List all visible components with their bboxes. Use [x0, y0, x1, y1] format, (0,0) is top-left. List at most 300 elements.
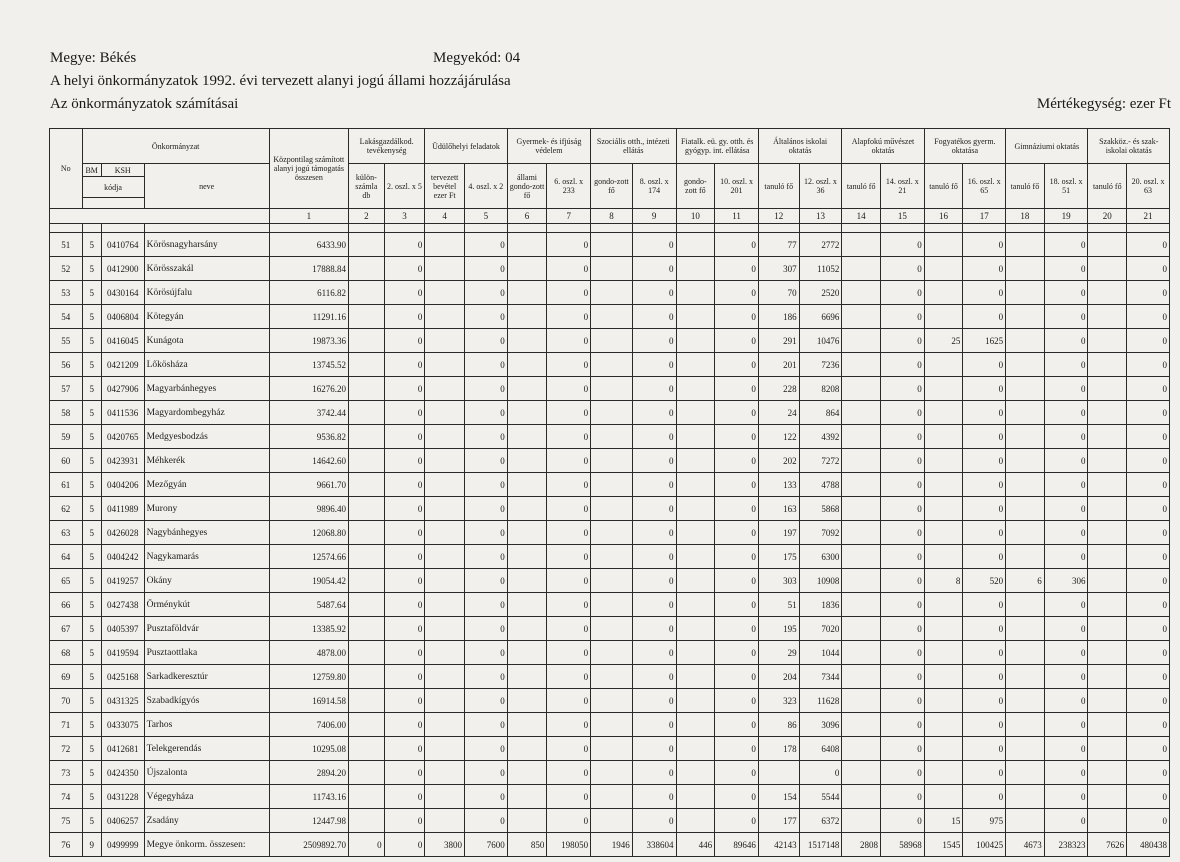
- value-cell: 0: [384, 473, 425, 497]
- value-cell: [507, 665, 547, 689]
- unit-label: Mértékegység: ezer Ft: [1036, 96, 1171, 112]
- municipality-name: Mezőgyán: [144, 473, 269, 497]
- bm-code: 5: [82, 617, 101, 641]
- bm-code: 9: [82, 833, 101, 857]
- value-cell: 7020: [799, 617, 842, 641]
- value-cell: 0: [880, 569, 924, 593]
- value-cell: [507, 617, 547, 641]
- ksh-code: 0420765: [101, 425, 144, 449]
- ksh-code: 0412900: [101, 257, 144, 281]
- sub-header: 16. oszl. x 65: [963, 164, 1006, 209]
- value-cell: 0: [384, 401, 425, 425]
- value-cell: 9661.70: [269, 473, 348, 497]
- value-cell: 19054.42: [269, 569, 348, 593]
- sub-header: tanuló fő: [924, 164, 963, 209]
- value-cell: 0: [715, 377, 759, 401]
- sub-header: gondo-zott fő: [676, 164, 715, 209]
- value-cell: 0: [384, 305, 425, 329]
- value-cell: [349, 305, 385, 329]
- value-cell: 0: [1127, 665, 1170, 689]
- ksh-code: 0404242: [101, 545, 144, 569]
- value-cell: [1088, 329, 1127, 353]
- value-cell: [591, 713, 633, 737]
- spacer-cell: [82, 224, 101, 233]
- value-cell: [349, 497, 385, 521]
- value-cell: 0: [963, 641, 1006, 665]
- value-cell: [1088, 809, 1127, 833]
- value-cell: 0: [715, 545, 759, 569]
- value-cell: 0: [963, 401, 1006, 425]
- value-cell: [1088, 569, 1127, 593]
- value-cell: [591, 401, 633, 425]
- value-cell: [1006, 377, 1045, 401]
- value-cell: 0: [963, 521, 1006, 545]
- value-cell: [591, 521, 633, 545]
- value-cell: 0: [715, 593, 759, 617]
- value-cell: [842, 257, 881, 281]
- value-cell: [507, 377, 547, 401]
- col-header-onkormanyzat: Önkormányzat: [82, 129, 269, 164]
- value-cell: 0: [632, 425, 676, 449]
- group-header-lakas: Lakásgazdálkod. tevékenység: [349, 129, 425, 164]
- value-cell: 0: [880, 329, 924, 353]
- value-cell: [349, 689, 385, 713]
- value-cell: 0: [963, 257, 1006, 281]
- ksh-code: 0416045: [101, 329, 144, 353]
- value-cell: [425, 257, 465, 281]
- value-cell: [591, 425, 633, 449]
- value-cell: 0: [880, 449, 924, 473]
- row-number: 55: [50, 329, 83, 353]
- spacer-cell: [1044, 224, 1088, 233]
- value-cell: 163: [758, 497, 799, 521]
- municipality-name: Zsadány: [144, 809, 269, 833]
- value-cell: 0: [632, 737, 676, 761]
- municipality-name: Pusztaföldvár: [144, 617, 269, 641]
- table-row: [50, 833, 1170, 857]
- value-cell: [1088, 305, 1127, 329]
- value-cell: 0: [1044, 281, 1088, 305]
- group-header-altalanos: Általános iskolai oktatás: [758, 129, 841, 164]
- value-cell: [349, 665, 385, 689]
- ksh-code: 0419594: [101, 641, 144, 665]
- value-cell: 0: [715, 233, 759, 257]
- value-cell: 0: [464, 593, 507, 617]
- row-number: 75: [50, 809, 83, 833]
- value-cell: [507, 713, 547, 737]
- value-cell: [1088, 497, 1127, 521]
- value-cell: [924, 737, 963, 761]
- value-cell: 0: [1044, 449, 1088, 473]
- value-cell: 0: [464, 665, 507, 689]
- value-cell: 0: [963, 713, 1006, 737]
- bm-code: 5: [82, 257, 101, 281]
- value-cell: [591, 761, 633, 785]
- sub-header: 14. oszl. x 21: [880, 164, 924, 209]
- value-cell: 0: [1044, 545, 1088, 569]
- value-cell: 0: [880, 545, 924, 569]
- value-cell: 0: [632, 521, 676, 545]
- value-cell: [1006, 497, 1045, 521]
- value-cell: 0: [384, 593, 425, 617]
- value-cell: 0: [963, 353, 1006, 377]
- bm-code: 5: [82, 497, 101, 521]
- row-number: 66: [50, 593, 83, 617]
- row-number: 54: [50, 305, 83, 329]
- value-cell: 7600: [464, 833, 507, 857]
- value-cell: [676, 281, 715, 305]
- value-cell: 0: [464, 569, 507, 593]
- column-number: 20: [1088, 209, 1127, 224]
- value-cell: [349, 329, 385, 353]
- value-cell: 4392: [799, 425, 842, 449]
- value-cell: [1088, 665, 1127, 689]
- value-cell: [591, 617, 633, 641]
- value-cell: [1006, 809, 1045, 833]
- value-cell: 0: [632, 377, 676, 401]
- table-row: [50, 785, 1170, 809]
- value-cell: [1088, 353, 1127, 377]
- municipality-name: Sarkadkeresztúr: [144, 665, 269, 689]
- value-cell: 0: [464, 305, 507, 329]
- column-number: 17: [963, 209, 1006, 224]
- value-cell: 58968: [880, 833, 924, 857]
- table-row: [50, 425, 1170, 449]
- value-cell: [1088, 713, 1127, 737]
- table-row: [50, 737, 1170, 761]
- spacer-cell: [425, 224, 465, 233]
- value-cell: [1088, 617, 1127, 641]
- value-cell: 0: [715, 257, 759, 281]
- spacer-cell: [507, 224, 547, 233]
- table-row: [50, 713, 1170, 737]
- value-cell: 0: [547, 425, 591, 449]
- value-cell: [349, 473, 385, 497]
- value-cell: 86: [758, 713, 799, 737]
- value-cell: 7626: [1088, 833, 1127, 857]
- value-cell: 0: [384, 329, 425, 353]
- ksh-code: 0406257: [101, 809, 144, 833]
- sub-header: 6. oszl. x 233: [547, 164, 591, 209]
- column-number: 13: [799, 209, 842, 224]
- ksh-code: 0427906: [101, 377, 144, 401]
- value-cell: [924, 377, 963, 401]
- value-cell: 11743.16: [269, 785, 348, 809]
- value-cell: 0: [464, 521, 507, 545]
- municipality-name: Szabadkígyós: [144, 689, 269, 713]
- row-number: 52: [50, 257, 83, 281]
- value-cell: 186: [758, 305, 799, 329]
- value-cell: 0: [384, 569, 425, 593]
- value-cell: [842, 665, 881, 689]
- value-cell: [924, 353, 963, 377]
- value-cell: [676, 809, 715, 833]
- value-cell: [1088, 257, 1127, 281]
- value-cell: [676, 545, 715, 569]
- value-cell: [425, 281, 465, 305]
- value-cell: [507, 569, 547, 593]
- value-cell: 0: [1044, 809, 1088, 833]
- bm-code: 5: [82, 809, 101, 833]
- value-cell: [924, 497, 963, 521]
- table-row: [50, 497, 1170, 521]
- ksh-code: 0405397: [101, 617, 144, 641]
- value-cell: [349, 377, 385, 401]
- value-cell: 0: [464, 281, 507, 305]
- value-cell: 0: [1044, 593, 1088, 617]
- value-cell: [591, 593, 633, 617]
- value-cell: [924, 233, 963, 257]
- value-cell: [1088, 377, 1127, 401]
- value-cell: [842, 761, 881, 785]
- spacer-cell: [963, 224, 1006, 233]
- value-cell: [507, 593, 547, 617]
- col-header-kodja: kódja: [82, 177, 144, 198]
- sub-header: tervezett bevétel ezer Ft: [425, 164, 465, 209]
- value-cell: 133: [758, 473, 799, 497]
- value-cell: [1088, 425, 1127, 449]
- spacer-cell: [1127, 224, 1170, 233]
- value-cell: 0: [715, 761, 759, 785]
- value-cell: [591, 353, 633, 377]
- value-cell: 0: [464, 617, 507, 641]
- value-cell: [924, 641, 963, 665]
- sub-header: tanuló fő: [1088, 164, 1127, 209]
- value-cell: [1006, 473, 1045, 497]
- value-cell: [842, 353, 881, 377]
- value-cell: 0: [1127, 521, 1170, 545]
- value-cell: [425, 521, 465, 545]
- value-cell: [591, 641, 633, 665]
- value-cell: 0: [963, 449, 1006, 473]
- value-cell: 0: [1127, 497, 1170, 521]
- col-header-bm: BM: [82, 164, 101, 177]
- value-cell: [425, 569, 465, 593]
- value-cell: [676, 473, 715, 497]
- value-cell: [676, 521, 715, 545]
- value-cell: 0: [1127, 545, 1170, 569]
- value-cell: [507, 281, 547, 305]
- value-cell: 0: [464, 257, 507, 281]
- value-cell: 0: [384, 617, 425, 641]
- value-cell: 0: [1127, 329, 1170, 353]
- table-row: [50, 641, 1170, 665]
- value-cell: [676, 353, 715, 377]
- value-cell: 0: [632, 641, 676, 665]
- value-cell: 0: [1044, 305, 1088, 329]
- value-cell: 14642.60: [269, 449, 348, 473]
- value-cell: 0: [1127, 377, 1170, 401]
- value-cell: 0: [963, 689, 1006, 713]
- value-cell: [676, 569, 715, 593]
- spacer-cell: [349, 224, 385, 233]
- value-cell: 0: [880, 809, 924, 833]
- document-title: A helyi önkormányzatok 1992. évi tervezett alanyi jogú állami hozzájárulása: [50, 73, 511, 89]
- value-cell: 0: [632, 689, 676, 713]
- bm-code: 5: [82, 785, 101, 809]
- value-cell: [425, 737, 465, 761]
- municipality-name: Méhkerék: [144, 449, 269, 473]
- ksh-code: 0421209: [101, 353, 144, 377]
- value-cell: [924, 401, 963, 425]
- value-cell: [676, 617, 715, 641]
- sub-header: 20. oszl. x 63: [1127, 164, 1170, 209]
- municipality-name: Nagykamarás: [144, 545, 269, 569]
- value-cell: 0: [632, 329, 676, 353]
- value-cell: [425, 641, 465, 665]
- table-row: [50, 257, 1170, 281]
- value-cell: [425, 425, 465, 449]
- value-cell: 0: [1127, 569, 1170, 593]
- value-cell: 0: [1044, 665, 1088, 689]
- bm-code: 5: [82, 449, 101, 473]
- value-cell: 51: [758, 593, 799, 617]
- value-cell: 291: [758, 329, 799, 353]
- value-cell: [349, 809, 385, 833]
- value-cell: 0: [464, 737, 507, 761]
- value-cell: 0: [715, 641, 759, 665]
- table-row: [50, 473, 1170, 497]
- municipality-name: Megye önkorm. összesen:: [144, 833, 269, 857]
- value-cell: 1044: [799, 641, 842, 665]
- group-header-fiatalk: Fiatalk. eü. gy. otth. és gyógyp. int. ellátása: [676, 129, 758, 164]
- value-cell: [842, 401, 881, 425]
- row-number: 73: [50, 761, 83, 785]
- value-cell: 70: [758, 281, 799, 305]
- column-number: 4: [425, 209, 465, 224]
- value-cell: 0: [880, 665, 924, 689]
- value-cell: [349, 521, 385, 545]
- ksh-code: 0427438: [101, 593, 144, 617]
- value-cell: 0: [1044, 737, 1088, 761]
- value-cell: [425, 449, 465, 473]
- value-cell: [842, 737, 881, 761]
- column-number: 12: [758, 209, 799, 224]
- bm-code: 5: [82, 401, 101, 425]
- group-header-udulo: Üdülőhelyi feladatok: [425, 129, 507, 164]
- value-cell: [425, 665, 465, 689]
- value-cell: 0: [547, 401, 591, 425]
- column-number: 18: [1006, 209, 1045, 224]
- value-cell: [676, 665, 715, 689]
- sub-header: 18. oszl. x 51: [1044, 164, 1088, 209]
- value-cell: [507, 641, 547, 665]
- value-cell: [1006, 737, 1045, 761]
- spacer-cell: [50, 224, 83, 233]
- row-number: 62: [50, 497, 83, 521]
- value-cell: 0: [1127, 305, 1170, 329]
- sub-header: 12. oszl. x 36: [799, 164, 842, 209]
- col-header-blank: [82, 198, 144, 209]
- value-cell: 0: [1044, 713, 1088, 737]
- value-cell: 1836: [799, 593, 842, 617]
- value-cell: [1088, 473, 1127, 497]
- value-cell: 0: [464, 449, 507, 473]
- value-cell: [676, 377, 715, 401]
- value-cell: [591, 545, 633, 569]
- value-cell: 0: [1127, 593, 1170, 617]
- value-cell: [1006, 353, 1045, 377]
- value-cell: 0: [464, 233, 507, 257]
- ksh-code: 0424350: [101, 761, 144, 785]
- value-cell: 6408: [799, 737, 842, 761]
- table-row: [50, 449, 1170, 473]
- value-cell: 3742.44: [269, 401, 348, 425]
- value-cell: [842, 569, 881, 593]
- value-cell: 0: [1127, 641, 1170, 665]
- sub-header: tanuló fő: [758, 164, 799, 209]
- value-cell: 0: [632, 497, 676, 521]
- value-cell: [507, 401, 547, 425]
- value-cell: 0: [1127, 737, 1170, 761]
- value-cell: 2808: [842, 833, 881, 857]
- value-cell: 19873.36: [269, 329, 348, 353]
- bm-code: 5: [82, 737, 101, 761]
- value-cell: 6696: [799, 305, 842, 329]
- spacer-cell: [632, 224, 676, 233]
- value-cell: 2520: [799, 281, 842, 305]
- value-cell: 0: [632, 281, 676, 305]
- value-cell: [591, 665, 633, 689]
- value-cell: 89646: [715, 833, 759, 857]
- value-cell: 0: [799, 761, 842, 785]
- value-cell: 0: [632, 401, 676, 425]
- value-cell: 0: [1044, 521, 1088, 545]
- value-cell: 0: [1044, 377, 1088, 401]
- value-cell: 0: [547, 569, 591, 593]
- value-cell: 29: [758, 641, 799, 665]
- value-cell: [425, 233, 465, 257]
- bm-code: 5: [82, 473, 101, 497]
- ksh-code: 0412681: [101, 737, 144, 761]
- value-cell: 9896.40: [269, 497, 348, 521]
- value-cell: 0: [963, 761, 1006, 785]
- value-cell: 0: [547, 329, 591, 353]
- value-cell: [507, 761, 547, 785]
- row-number: 61: [50, 473, 83, 497]
- value-cell: 307: [758, 257, 799, 281]
- value-cell: [924, 257, 963, 281]
- value-cell: 12574.66: [269, 545, 348, 569]
- value-cell: [842, 641, 881, 665]
- value-cell: 0: [547, 377, 591, 401]
- value-cell: 0: [547, 257, 591, 281]
- value-cell: [425, 353, 465, 377]
- value-cell: 0: [1127, 713, 1170, 737]
- value-cell: [676, 593, 715, 617]
- value-cell: 0: [384, 665, 425, 689]
- value-cell: [507, 425, 547, 449]
- value-cell: 201: [758, 353, 799, 377]
- value-cell: 0: [963, 545, 1006, 569]
- column-number: 5: [464, 209, 507, 224]
- value-cell: [1006, 617, 1045, 641]
- value-cell: [507, 521, 547, 545]
- value-cell: [676, 713, 715, 737]
- value-cell: 0: [715, 809, 759, 833]
- value-cell: 306: [1044, 569, 1088, 593]
- sub-header: 4. oszl. x 2: [464, 164, 507, 209]
- value-cell: [1006, 305, 1045, 329]
- value-cell: [1088, 737, 1127, 761]
- value-cell: 850: [507, 833, 547, 857]
- value-cell: [1006, 449, 1045, 473]
- value-cell: 0: [464, 425, 507, 449]
- ksh-code: 0406804: [101, 305, 144, 329]
- value-cell: 0: [464, 713, 507, 737]
- group-header-gyermek: Gyermek- és ifjúság védelem: [507, 129, 590, 164]
- value-cell: [507, 473, 547, 497]
